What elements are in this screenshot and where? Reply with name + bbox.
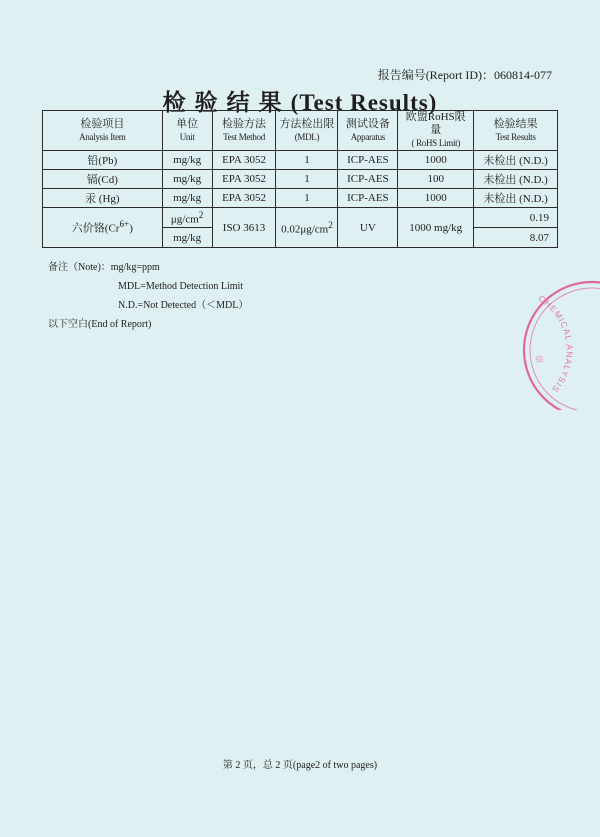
cell-apparatus: ICP-AES xyxy=(338,151,398,170)
cell-item: 汞 (Hg) xyxy=(43,189,163,208)
cell-unit: mg/kg xyxy=(162,170,212,189)
header-cell: 检验结果 Test Results xyxy=(474,111,558,151)
cell-method: EPA 3052 xyxy=(212,151,276,170)
cell-unit: mg/kg xyxy=(162,151,212,170)
header-cell: 欧盟RoHS限量 ( RoHS Limit) xyxy=(398,111,474,151)
cell-mdl: 1 xyxy=(276,170,338,189)
cell-limit: 100 xyxy=(398,170,474,189)
svg-text:章: 章 xyxy=(532,353,544,365)
page-footer: 第 2 页，总 2 页(page2 of two pages) xyxy=(222,760,378,771)
cell-result: 未检出 (N.D.) xyxy=(474,189,558,208)
header-cell: 检验项目 Analysis Item xyxy=(43,111,163,151)
header-cell: 单位 Unit xyxy=(162,111,212,151)
header-cell: 测试设备 Apparatus xyxy=(338,111,398,151)
table-header-row xyxy=(43,111,558,151)
cell-result: 8.07 xyxy=(474,228,558,248)
note-mdl: MDL=Method Detection Limit xyxy=(118,281,244,292)
end-of-report: 以下空白(End of Report) xyxy=(48,319,152,330)
header-cell: 检验方法 Test Method xyxy=(212,111,276,151)
cell-item: 镉(Cd) xyxy=(43,170,163,189)
cell-mdl: 1 xyxy=(276,189,338,208)
cell-item: 铅(Pb) xyxy=(43,151,163,170)
report-id: 报告编号(Report ID)：060814-077 xyxy=(377,68,552,82)
cell-mdl: 1 xyxy=(276,151,338,170)
cell-result: 未检出 (N.D.) xyxy=(474,170,558,189)
cell-mdl: $0.02\mu g/cm^2$ xyxy=(276,208,338,248)
notes xyxy=(48,258,248,334)
cell-unit: $\mu g/cm^2$ xyxy=(162,208,212,228)
cell-apparatus: ICP-AES xyxy=(338,170,398,189)
table-row xyxy=(43,151,558,170)
title-cn: 检验结果 xyxy=(162,90,291,116)
header-cell: 方法检出限 (MDL) xyxy=(276,111,338,151)
cell-unit: mg/kg xyxy=(162,228,212,248)
cell-apparatus: UV xyxy=(338,208,398,248)
cell-result: 未检出 (N.D.) xyxy=(474,151,558,170)
cell-result: 0.19 xyxy=(474,208,558,228)
svg-text:CHEMICAL ANALYSIS: CHEMICAL ANALYSIS xyxy=(536,293,575,395)
cell-method: EPA 3052 xyxy=(212,170,276,189)
table-row-cr6 xyxy=(43,208,558,228)
cell-unit: mg/kg xyxy=(162,189,212,208)
seal-stamp xyxy=(500,280,600,410)
note-label: 备注（Note)：mg/kg=ppm xyxy=(48,262,160,273)
cell-limit: 1000 mg/kg xyxy=(398,208,474,248)
cell-apparatus: ICP-AES xyxy=(338,189,398,208)
cell-limit: 1000 xyxy=(398,151,474,170)
cell-method: ISO 3613 xyxy=(212,208,276,248)
cell-method: EPA 3052 xyxy=(212,189,276,208)
table-row xyxy=(43,170,558,189)
results-table xyxy=(42,110,558,248)
cell-item: 六价铬$(Cr^{6+})$ xyxy=(43,208,163,248)
cell-limit: 1000 xyxy=(398,189,474,208)
note-nd: N.D.=Not Detected（＜MDL） xyxy=(118,300,249,311)
table-row xyxy=(43,189,558,208)
title-en: (Test Results) xyxy=(290,90,438,115)
